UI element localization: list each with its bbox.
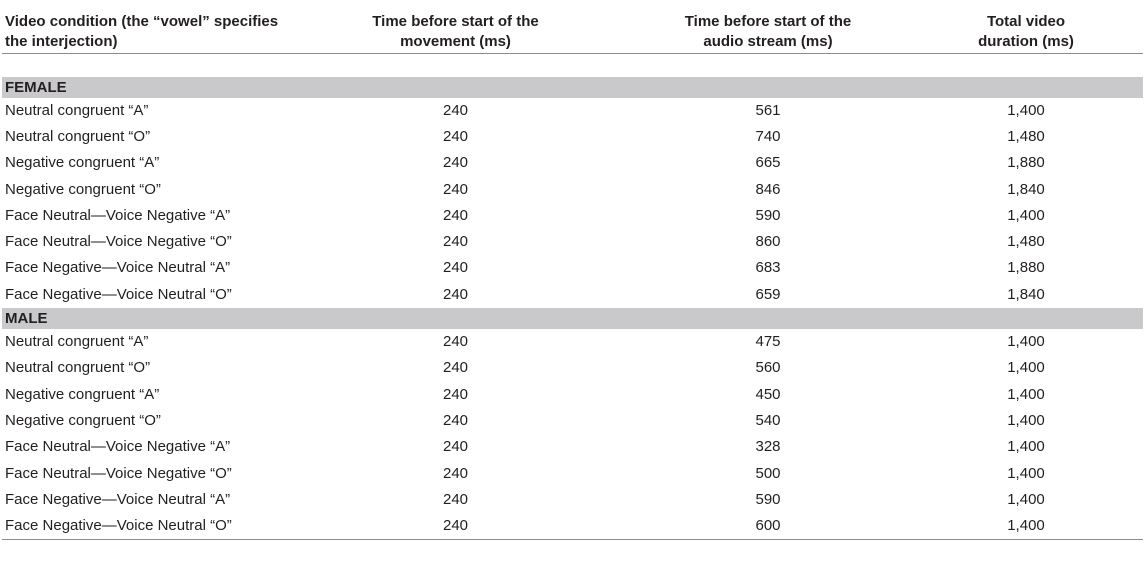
cell-audio-time: 600 xyxy=(603,513,933,540)
cell-condition: Face Neutral—Voice Negative “A” xyxy=(5,206,231,224)
cell-audio-time: 740 xyxy=(755,127,781,145)
cell-condition: Neutral congruent “O” xyxy=(5,127,151,145)
cell-total-duration: 1,480 xyxy=(1007,233,1045,251)
cell-audio-time: 475 xyxy=(755,333,781,351)
table-row xyxy=(2,255,1143,281)
cell-movement-time: 240 xyxy=(442,359,469,377)
cell-total-duration: 1,880 xyxy=(1007,259,1045,277)
table-row xyxy=(2,176,1143,202)
table-row xyxy=(2,229,1143,255)
cell-movement-time: 240 xyxy=(442,490,469,508)
cell-audio-time: 450 xyxy=(755,385,781,403)
cell-condition: Face Negative—Voice Neutral “O” xyxy=(5,285,232,303)
section-title: FEMALE xyxy=(2,77,1143,98)
header-total-duration xyxy=(933,0,1143,53)
table-row xyxy=(2,513,1143,540)
cell-condition: Negative congruent “A” xyxy=(5,385,160,403)
header-total-duration-line1: Total video xyxy=(986,13,1066,30)
cell-movement-time: 240 xyxy=(442,285,469,303)
cell-movement-time: 240 xyxy=(442,438,469,456)
cell-condition: Negative congruent “O” xyxy=(5,180,161,198)
table-row xyxy=(2,355,1143,381)
table-row xyxy=(2,381,1143,407)
cell-audio-time: 860 xyxy=(755,233,781,251)
cell-condition: Face Neutral—Voice Negative “A” xyxy=(5,438,231,456)
header-video-condition-line1: Video condition (the “vowel” specifies xyxy=(5,13,279,30)
cell-movement-time: 240 xyxy=(442,259,469,277)
cell-audio-time: 683 xyxy=(755,259,781,277)
cell-condition: Neutral congruent “O” xyxy=(5,359,151,377)
cell-movement-time: 240 xyxy=(442,127,469,145)
cell-total-duration: 1,840 xyxy=(1007,285,1045,303)
cell-audio-time: 328 xyxy=(755,438,781,456)
cell-condition: Face Neutral—Voice Negative “O” xyxy=(5,233,232,251)
header-audio-time-line1: Time before start of the xyxy=(684,13,852,30)
table-row xyxy=(2,98,1143,124)
header-video-condition xyxy=(2,0,308,53)
header-spacer xyxy=(2,53,1143,77)
cell-audio-time: 590 xyxy=(755,490,781,508)
video-timing-table xyxy=(2,0,1143,540)
cell-audio-time: 500 xyxy=(755,464,781,482)
cell-condition: Face Negative—Voice Neutral “A” xyxy=(5,259,231,277)
header-audio-time-line2: audio stream (ms) xyxy=(703,33,833,50)
cell-movement-time: 240 xyxy=(442,206,469,224)
cell-movement-time: 240 xyxy=(442,101,469,119)
section-row-female xyxy=(2,77,1143,98)
cell-movement-time: 240 xyxy=(442,411,469,429)
cell-condition: Neutral congruent “A” xyxy=(5,101,149,119)
section-row-male xyxy=(2,308,1143,329)
table-header-row xyxy=(2,0,1143,53)
cell-audio-time: 560 xyxy=(755,359,781,377)
section-title: MALE xyxy=(2,308,1143,329)
header-audio-time xyxy=(603,0,933,53)
header-total-duration-line2: duration (ms) xyxy=(978,33,1074,50)
cell-total-duration: 1,400 xyxy=(1007,206,1045,224)
header-movement-time-line1: Time before start of the xyxy=(372,13,539,30)
cell-movement-time: 240 xyxy=(442,333,469,351)
table-row xyxy=(2,203,1143,229)
table-body xyxy=(2,53,1143,540)
table-row xyxy=(2,460,1143,486)
table-row xyxy=(2,329,1143,355)
cell-total-duration: 1,400 xyxy=(933,513,1143,540)
cell-movement-time: 240 xyxy=(308,513,603,540)
table-row xyxy=(2,124,1143,150)
cell-audio-time: 561 xyxy=(755,101,781,119)
cell-movement-time: 240 xyxy=(442,233,469,251)
cell-movement-time: 240 xyxy=(442,180,469,198)
cell-total-duration: 1,400 xyxy=(1007,359,1045,377)
cell-condition: Face Negative—Voice Neutral “O” xyxy=(2,513,308,540)
cell-total-duration: 1,400 xyxy=(1007,438,1045,456)
cell-audio-time: 540 xyxy=(755,411,781,429)
cell-total-duration: 1,400 xyxy=(1007,411,1045,429)
cell-movement-time: 240 xyxy=(442,385,469,403)
table-row xyxy=(2,408,1143,434)
cell-total-duration: 1,400 xyxy=(1007,490,1045,508)
cell-audio-time: 846 xyxy=(755,180,781,198)
table-row xyxy=(2,487,1143,513)
table-row xyxy=(2,282,1143,308)
cell-condition: Face Neutral—Voice Negative “O” xyxy=(5,464,232,482)
table-row xyxy=(2,434,1143,460)
cell-movement-time: 240 xyxy=(442,154,469,172)
cell-total-duration: 1,400 xyxy=(1007,385,1045,403)
cell-total-duration: 1,480 xyxy=(1007,127,1045,145)
header-movement-time xyxy=(308,0,603,53)
header-video-condition-line2: the interjection) xyxy=(5,33,118,50)
cell-condition: Negative congruent “O” xyxy=(5,411,161,429)
header-movement-time-line2: movement (ms) xyxy=(400,33,511,50)
cell-audio-time: 659 xyxy=(755,285,781,303)
cell-audio-time: 665 xyxy=(755,154,781,172)
table-row xyxy=(2,150,1143,176)
cell-total-duration: 1,400 xyxy=(1007,464,1045,482)
cell-condition: Face Negative—Voice Neutral “A” xyxy=(5,490,231,508)
cell-condition: Negative congruent “A” xyxy=(5,154,160,172)
cell-condition: Neutral congruent “A” xyxy=(5,333,149,351)
cell-movement-time: 240 xyxy=(442,464,469,482)
cell-audio-time: 590 xyxy=(755,206,781,224)
cell-total-duration: 1,880 xyxy=(1007,154,1045,172)
cell-total-duration: 1,400 xyxy=(1007,333,1045,351)
cell-total-duration: 1,400 xyxy=(1007,101,1045,119)
cell-total-duration: 1,840 xyxy=(1007,180,1045,198)
